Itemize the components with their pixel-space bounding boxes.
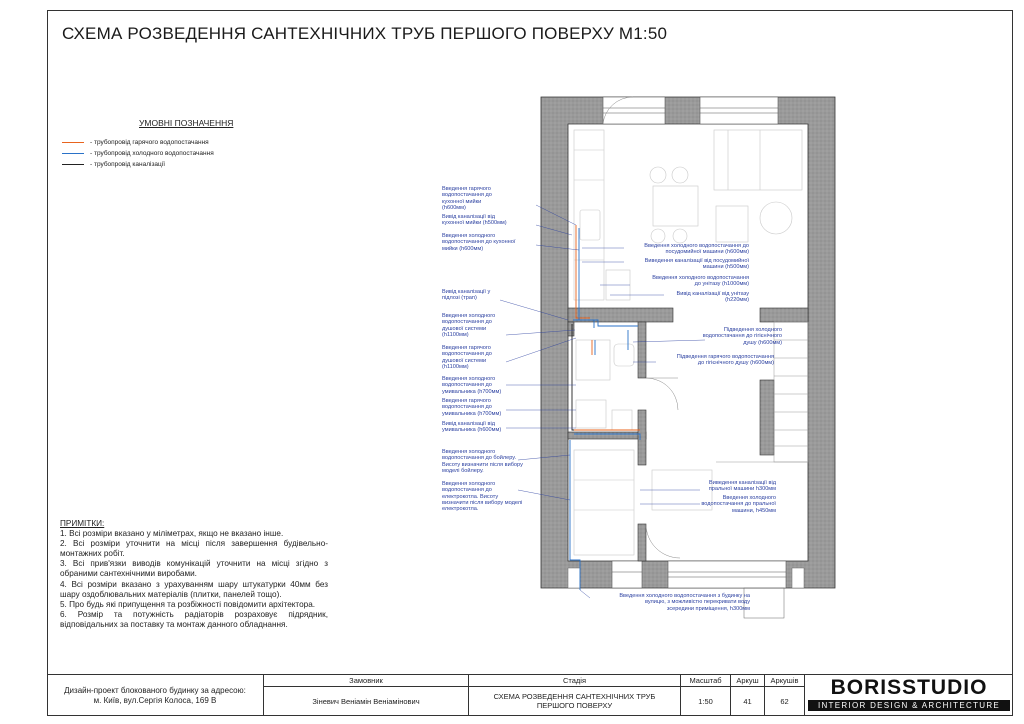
- annotation-hot-water-shower: Введення гарячого водопостачання до душової системи (h1100мм): [442, 345, 492, 370]
- stage-value: СХЕМА РОЗВЕДЕННЯ САНТЕХНІЧНИХ ТРУБ ПЕРШОГО ПОВЕРХУ: [493, 692, 656, 710]
- legend-label: - трубопровід холодного водопостачання: [90, 150, 214, 157]
- annotation-cold-water-electric-boiler: Введення холодного водопостачання до електрокотла. Висоту визначити після вибору моделі електрокотла.: [442, 481, 523, 513]
- annotation-sewage-dishwasher: Виведення каналізації від посудомийної машини (h500мм): [644, 258, 749, 271]
- annotation-cold-water-boiler: Введення холодного водопостачання до бойлеру. Висоту визначити після вибору моделі бойлеру.: [442, 449, 523, 474]
- note-item: 3. Всі прив'язки виводів комунікацій уточнити на місці згідно з обраними сантехнічними виробами.: [60, 559, 328, 579]
- notes-block: [60, 519, 328, 630]
- note-item: 2. Всі розміри уточнити на місці після завершення будівельно-монтажних робіт.: [60, 539, 328, 559]
- annotation-cold-water-hygienic-shower: Підведення холодного водопостачання до гігієнічного душу (h600мм): [702, 327, 782, 346]
- sheet-value: 41: [743, 696, 752, 706]
- scale-value: 1:50: [698, 696, 713, 706]
- legend-label: - трубопровід гарячого водопостачання: [90, 139, 209, 146]
- logo-sub-text: INTERIOR DESIGN & ARCHITECTURE: [808, 700, 1010, 711]
- stage-cell: [468, 675, 680, 716]
- scale-cell: [680, 675, 730, 716]
- annotation-cold-water-kitchen-sink: Введення холодного водопостачання до кухонної мийки (h600мм): [442, 233, 516, 252]
- sheet-cell: [730, 675, 764, 716]
- sheets-cell: [764, 675, 805, 716]
- annotation-floor-drain: Вивід каналізації у підлозі (трап): [442, 289, 491, 302]
- note-item: 6. Розмір та потужність радіаторів розраховує підрядник, відповідальних за поставку та монтаж данного обладнання.: [60, 609, 328, 629]
- sheet-header: Аркуш: [731, 675, 764, 687]
- stage-header: Стадія: [469, 675, 680, 687]
- annotation-cold-water-dishwasher: Введення холодного водопостачання до посудомийної машини (h600мм): [644, 243, 749, 256]
- note-item: 5. Про будь які припущення та розбіжності повідомити архітектора.: [60, 599, 316, 609]
- annotation-cold-water-street-inlet: Введення холодного водопостачання з будинку на вулицю, з можливістю перекривати воду зсередини приміщення, h300мм: [619, 593, 750, 612]
- client-name: Зіневич Веніамін Веніамінович: [312, 696, 420, 706]
- legend-title: УМОВНІ ПОЗНАЧЕННЯ: [139, 118, 234, 128]
- annotation-hot-water-hygienic-shower: Підведення гарячого водопостачання до гігієнічного душу (h600мм): [676, 354, 774, 367]
- annotation-cold-water-washing-machine: Введення холодного водопостачання до пральної машини, h450мм: [701, 495, 776, 514]
- project-cell: [47, 675, 263, 716]
- note-item: 1. Всі розміри вказано у міліметрах, якщо не вказано інше.: [60, 529, 284, 539]
- note-item: 4. Всі розміри вказано з урахуванням шару штукатурки 40мм без шару оздоблювальних матеріалів (плитки, панелей тощо).: [60, 579, 328, 599]
- logo-main-text: BORISSTUDIO: [830, 676, 988, 699]
- annotation-sewage-washing-machine: Виведення каналізації від пральної машини h300мм: [708, 480, 776, 493]
- annotation-cold-water-toilet: Введення холодного водопостачання до унітазу (h1000мм): [652, 275, 749, 288]
- sheets-value: 62: [780, 696, 789, 706]
- scale-header: Масштаб: [681, 675, 730, 687]
- client-cell: [263, 675, 468, 716]
- annotation-cold-water-shower: Введення холодного водопостачання до душової системи (h1100мм): [442, 313, 496, 338]
- annotation-hot-water-kitchen-sink: Введення гарячого водопостачання до кухонної мийки (h600мм): [442, 186, 492, 211]
- annotation-hot-water-washbasin: Введення гарячого водопостачання до умивальника (h700мм): [442, 398, 502, 417]
- sheets-header: Аркушів: [765, 675, 804, 687]
- annotation-sewage-washbasin: Вивід каналізації від умивальника (h600мм): [442, 421, 502, 434]
- annotation-cold-water-washbasin: Введення холодного водопостачання до умивальника (h700мм): [442, 376, 502, 395]
- client-header: Замовник: [264, 675, 468, 687]
- annotation-sewage-kitchen-sink: Вивід каналізації від кухонної мийки (h500мм): [442, 214, 507, 227]
- project-description: Дизайн-проект блокованого будинку за адресою: м. Київ, вул.Сергія Колоса, 169 В: [64, 685, 246, 705]
- legend-label: - трубопровід каналізації: [90, 161, 166, 168]
- studio-logo: [808, 677, 1010, 713]
- drawing-title: СХЕМА РОЗВЕДЕННЯ САНТЕХНІЧНИХ ТРУБ ПЕРШОГО ПОВЕРХУ М1:50: [62, 24, 668, 43]
- notes-title: ПРИМІТКИ:: [60, 519, 105, 528]
- annotation-sewage-toilet: Вивід каналізації від унітазу (h220мм): [676, 291, 749, 304]
